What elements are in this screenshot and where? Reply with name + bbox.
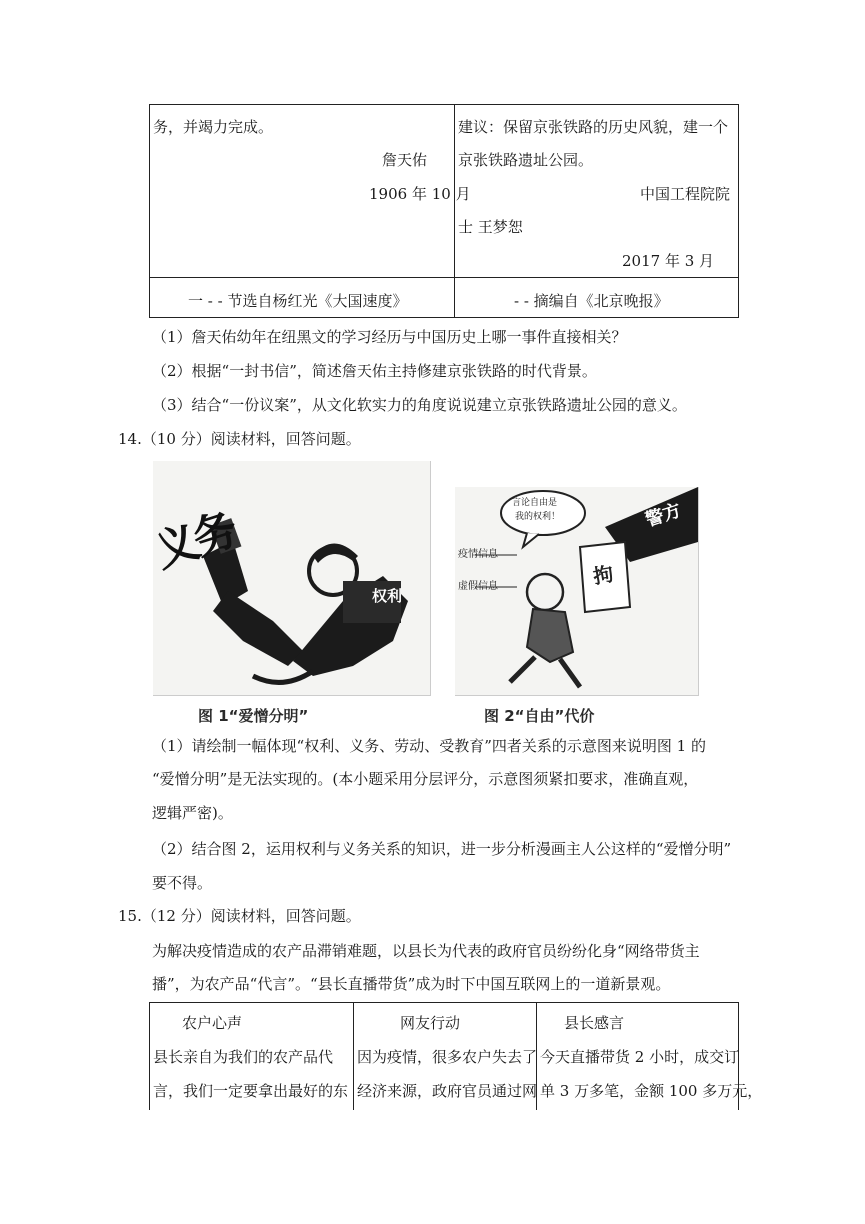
table-cell: 单 3 万多笔，金额 100 多万元， <box>540 1082 763 1100</box>
table-2 <box>149 1002 763 1110</box>
proposal-date: 2017 年 3 月 <box>622 252 715 270</box>
table-1 <box>149 104 739 318</box>
proposal-source: - - 摘编自《北京晚报》 <box>514 292 669 310</box>
table-header-county-head: 县长感言 <box>564 1014 625 1032</box>
figure-2-caption: 图 2“自由”代价 <box>484 707 595 725</box>
figure-1-word-right: 权利 <box>372 587 403 605</box>
q14-sub1-line: “爱憎分明”是无法实现的。(本小题采用分层评分，示意图须紧扣要求，准确直观， <box>152 770 699 788</box>
figure-1-illustration <box>153 461 430 695</box>
q13-sub3: （3）结合“一份议案”，从文化软实力的角度说说建立京张铁路遗址公园的意义。 <box>152 396 687 414</box>
q15-paragraph-line: 播”，为农产品“代言”。“县长直播带货”成为时下中国互联网上的一道新景观。 <box>152 975 671 993</box>
q14-sub2-line: 要不得。 <box>152 874 213 892</box>
table-1-row-divider <box>150 277 738 278</box>
table-header-farmers: 农户心声 <box>182 1014 243 1032</box>
q13-sub2: （2）根据“一封书信”，简述詹天佑主持修建京张铁路的时代背景。 <box>152 362 597 380</box>
q14-sub1-line: 逻辑严密)。 <box>152 804 233 822</box>
letter-source: 一 - - 节选自杨红光《大国速度》 <box>188 292 408 310</box>
speech-bubble-line: 言论自由是 <box>512 498 558 508</box>
letter-author: 詹天佑 <box>382 151 428 169</box>
letter-text-line: 务，并竭力完成。 <box>153 118 274 136</box>
label-detain: 拘 <box>591 561 616 589</box>
q13-sub1: （1）詹天佑幼年在纽黑文的学习经历与中国历史上哪一事件直接相关？ <box>152 328 627 346</box>
table-cell: 经济来源，政府官员通过网 <box>357 1082 538 1100</box>
table-cell: 县长亲自为我们的农产品代 <box>153 1048 334 1066</box>
table-header-netizens: 网友行动 <box>400 1014 461 1032</box>
speech-bubble-line: 我的权利！ <box>515 512 561 522</box>
table-2-column-divider <box>353 1003 354 1110</box>
label-epidemic-info: 疫情信息 <box>458 549 498 560</box>
q14-sub2-line: （2）结合图 2，运用权利与义务关系的知识，进一步分析漫画主人公这样的“爱憎分明” <box>152 840 732 858</box>
proposal-text-line: 京张铁路遗址公园。 <box>458 151 594 169</box>
proposal-author: 中国工程院院 <box>640 185 731 203</box>
proposal-author: 士 王梦恕 <box>458 218 523 236</box>
table-cell: 因为疫情，很多农户失去了 <box>357 1048 538 1066</box>
label-false-info: 虚假信息 <box>458 581 498 592</box>
label-police: 警方 <box>643 499 684 531</box>
q14-stem: 14.（10 分）阅读材料，回答问题。 <box>118 430 361 448</box>
q14-sub1-line: （1）请绘制一幅体现“权利、义务、劳动、受教育”四者关系的示意图来说明图 1 的 <box>152 737 706 755</box>
figure-1-caption: 图 1“爱憎分明” <box>198 707 309 725</box>
table-cell: 今天直播带货 2 小时，成交订 <box>540 1048 740 1066</box>
figure-2-cartoon <box>455 487 699 696</box>
table-1-column-divider <box>454 105 455 317</box>
q15-paragraph-line: 为解决疫情造成的农产品滞销难题，以县长为代表的政府官员纷纷化身“网络带货主 <box>152 942 700 960</box>
figure-1-cartoon <box>148 461 431 696</box>
letter-date: 1906 年 10 月 <box>369 185 471 203</box>
figure-1-word-duty: 义务 <box>148 504 241 578</box>
q15-stem: 15.（12 分）阅读材料，回答问题。 <box>118 907 361 925</box>
proposal-text-line: 建议：保留京张铁路的历史风貌，建一个 <box>458 118 729 136</box>
table-cell: 言，我们一定要拿出最好的东 <box>153 1082 349 1100</box>
